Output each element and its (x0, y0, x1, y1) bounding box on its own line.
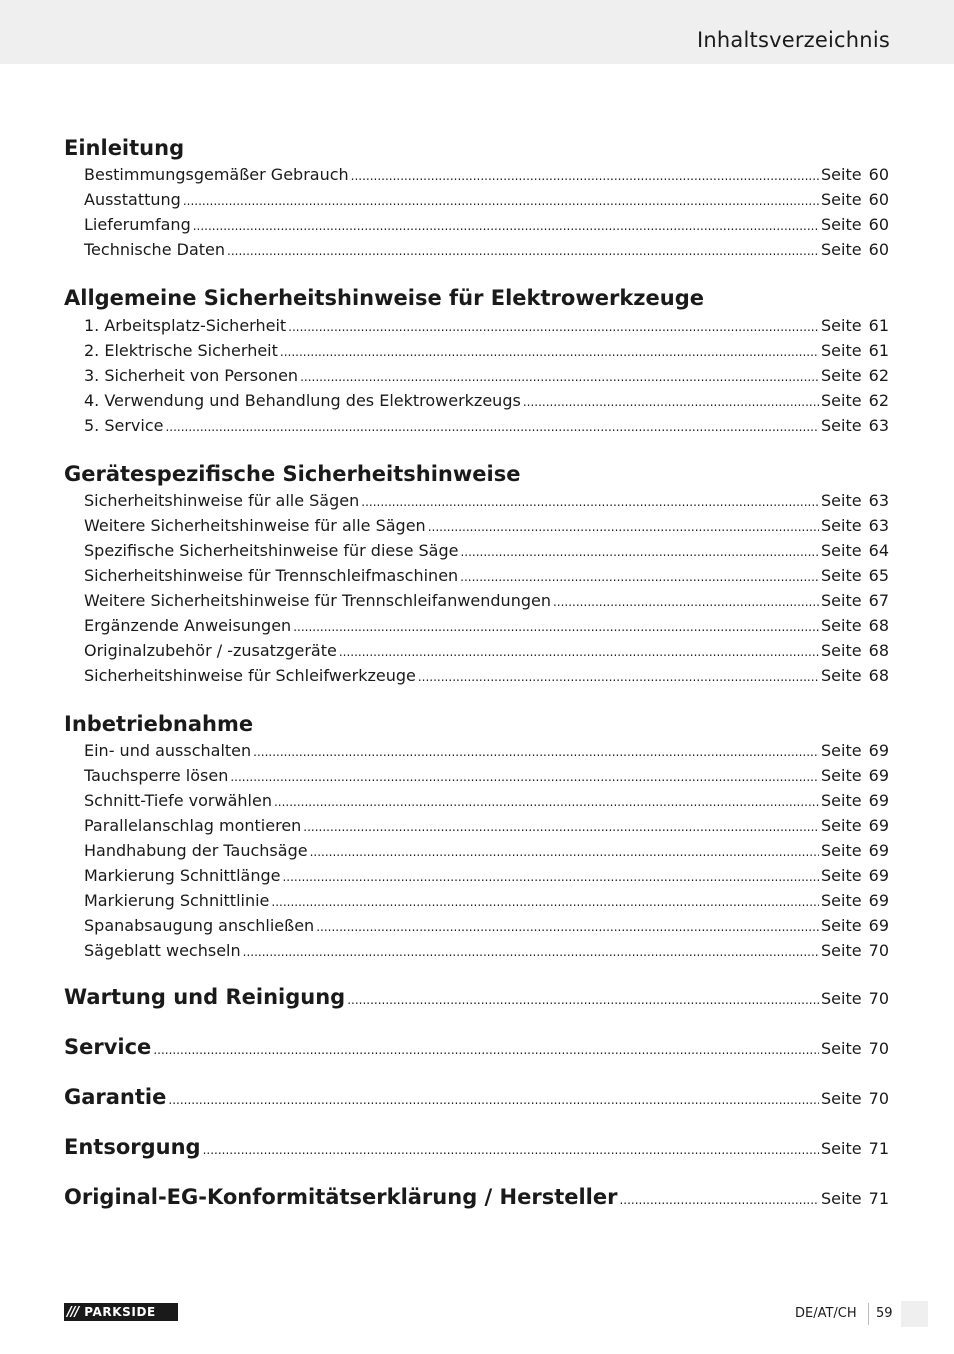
toc-entry[interactable]: Lieferumfang ..... Seite 60 (84, 212, 889, 237)
toc-entry[interactable]: Parallelanschlag montieren ..... Seite 69 (84, 813, 889, 838)
page-number: 59 (876, 1306, 893, 1321)
toc-entry[interactable]: Tauchsperre lösen ..... Seite 69 (84, 763, 889, 788)
toc-entry[interactable]: Originalzubehör / -zusatzgeräte ..... Seite 68 (84, 638, 889, 663)
toc-entry[interactable]: Weitere Sicherheitshinweise für Trennschleifanwendungen ..... Seite 67 (84, 588, 889, 613)
parkside-logo (64, 1303, 178, 1321)
toc-entry[interactable]: 3. Sicherheit von Personen ..... Seite 62 (84, 363, 889, 388)
logo-stripes: /// (67, 1304, 79, 1320)
footer-tab-box (901, 1301, 928, 1327)
footer-language: DE/AT/CH (795, 1306, 857, 1321)
section-title-allgemeine-sicherheitshinweise: Allgemeine Sicherheitshinweise für Elektrowerkzeuge (64, 286, 704, 310)
toc-entry[interactable]: Weitere Sicherheitshinweise für alle Sägen ..... Seite 63 (84, 513, 889, 538)
toc-entry[interactable]: Ergänzende Anweisungen ..... Seite 68 (84, 613, 889, 638)
toc-entry[interactable]: Sicherheitshinweise für Trennschleifmaschinen ..... Seite 65 (84, 563, 889, 588)
toc-entry[interactable]: Handhabung der Tauchsäge ..... Seite 69 (84, 838, 889, 863)
toc-entry[interactable]: 5. Service ..... Seite 63 (84, 413, 889, 438)
toc-entry[interactable]: 2. Elektrische Sicherheit ..... Seite 61 (84, 338, 889, 363)
toc-entry[interactable]: Sicherheitshinweise für alle Sägen ..... Seite 63 (84, 488, 889, 513)
toc-main-entry-service[interactable]: Service ..... Seite 70 (64, 1035, 889, 1065)
section-title-geraetespezifische-sicherheitshinweise: Gerätespezifische Sicherheitshinweise (64, 462, 521, 486)
toc-entry[interactable]: 4. Verwendung und Behandlung des Elektrowerkzeugs ..... Seite 62 (84, 388, 889, 413)
toc-entry[interactable]: 1. Arbeitsplatz-Sicherheit ..... Seite 61 (84, 313, 889, 338)
footer-divider (868, 1303, 869, 1325)
toc-entry[interactable]: Sicherheitshinweise für Schleifwerkzeuge ..... Seite 68 (84, 663, 889, 688)
toc-entry[interactable]: Bestimmungsgemäßer Gebrauch ..... Seite 60 (84, 162, 889, 187)
toc-entry[interactable]: Sägeblatt wechseln ..... Seite 70 (84, 938, 889, 963)
section-title-inbetriebnahme: Inbetriebnahme (64, 712, 254, 736)
toc-main-entry-entsorgung[interactable]: Entsorgung ..... Seite 71 (64, 1135, 889, 1165)
toc-entry[interactable]: Ausstattung ..... Seite 60 (84, 187, 889, 212)
toc-entry[interactable]: Markierung Schnittlänge ..... Seite 69 (84, 863, 889, 888)
toc-main-entry-konformitaet[interactable]: Original-EG-Konformitätserklärung / Hersteller ..... Seite 71 (64, 1185, 889, 1215)
page-header (0, 0, 954, 64)
toc-entry[interactable]: Markierung Schnittlinie ..... Seite 69 (84, 888, 889, 913)
toc-entry[interactable]: Technische Daten ..... Seite 60 (84, 237, 889, 262)
logo-brand: PARKSIDE (84, 1305, 156, 1319)
page-title: Inhaltsverzeichnis (697, 28, 890, 52)
toc-main-entry-garantie[interactable]: Garantie ..... Seite 70 (64, 1085, 889, 1115)
section-title-einleitung: Einleitung (64, 136, 185, 160)
toc-entry[interactable]: Schnitt-Tiefe vorwählen ..... Seite 69 (84, 788, 889, 813)
toc-main-entry-wartung[interactable]: Wartung und Reinigung ..... Seite 70 (64, 985, 889, 1015)
toc-entry[interactable]: Ein- und ausschalten ..... Seite 69 (84, 738, 889, 763)
toc-entry[interactable]: Spanabsaugung anschließen ..... Seite 69 (84, 913, 889, 938)
toc-entry[interactable]: Spezifische Sicherheitshinweise für diese Säge ..... Seite 64 (84, 538, 889, 563)
